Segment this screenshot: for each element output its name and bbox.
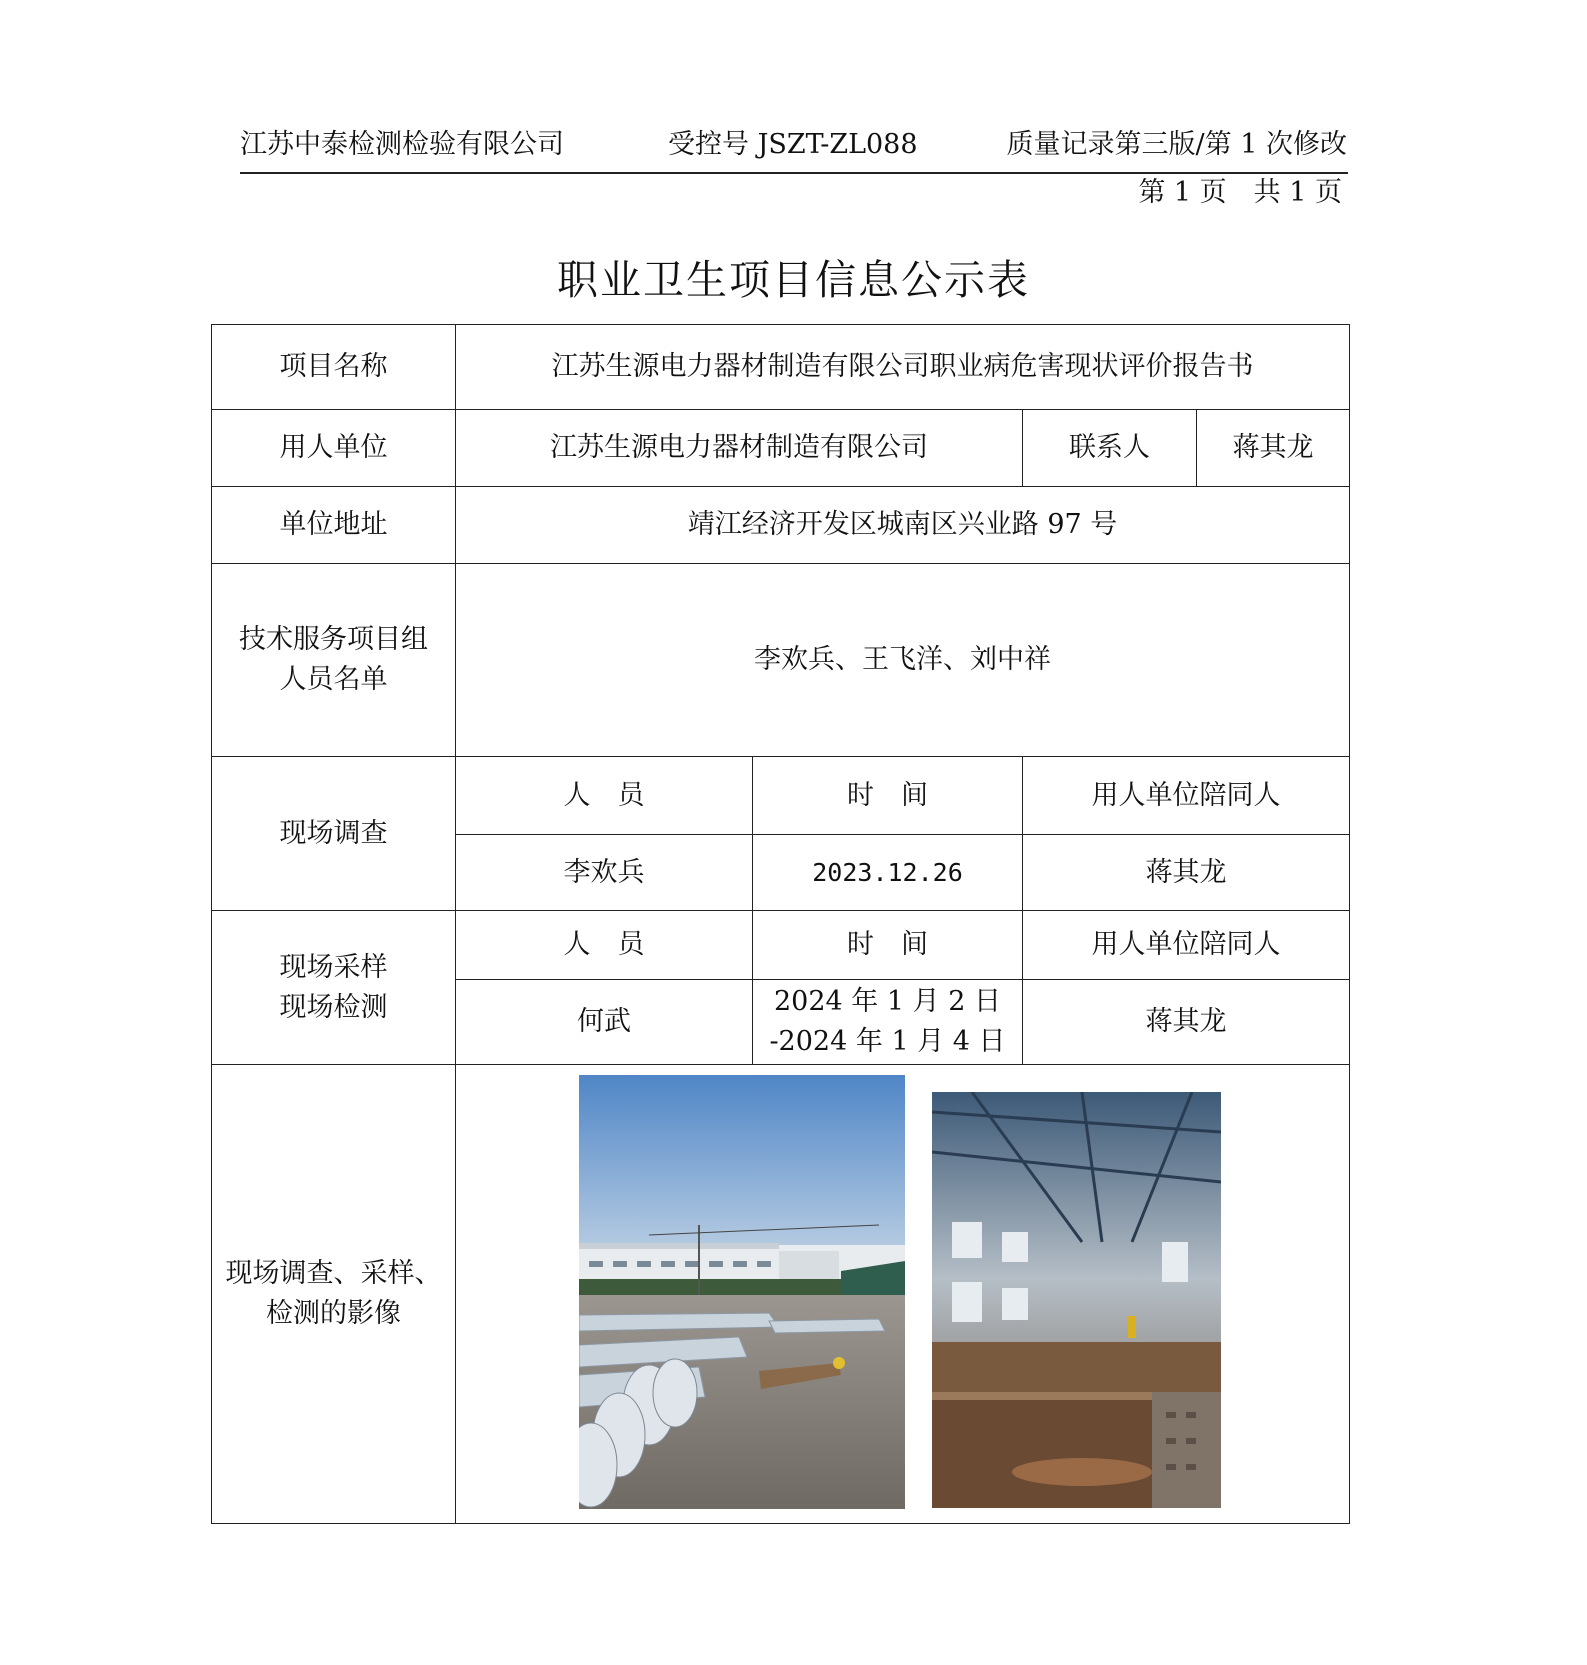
page-title: 职业卫生项目信息公示表 bbox=[557, 256, 1030, 304]
sampling-label-line2: 现场检测 bbox=[279, 991, 388, 1023]
header-rule bbox=[240, 172, 1348, 174]
employer-name: 江苏生源电力器材制造有限公司 bbox=[456, 410, 1023, 487]
survey-companion: 蒋其龙 bbox=[1023, 835, 1350, 911]
page-number: 第 1 页 共 1 页 bbox=[1138, 177, 1342, 208]
sampling-label-line1: 现场采样 bbox=[279, 951, 388, 983]
site-photo-workshop bbox=[932, 1092, 1221, 1508]
address-label: 单位地址 bbox=[212, 487, 456, 564]
sampling-person: 何武 bbox=[456, 980, 753, 1065]
sampling-label bbox=[212, 911, 456, 1065]
row-sampling-header bbox=[212, 911, 1350, 980]
header-company: 江苏中泰检测检验有限公司 bbox=[240, 129, 564, 160]
sampling-header-time: 时 间 bbox=[753, 911, 1023, 980]
header-control-number: 受控号 JSZT-ZL088 bbox=[668, 129, 918, 160]
images-label-line2: 检测的影像 bbox=[266, 1298, 401, 1329]
survey-header-companion: 用人单位陪同人 bbox=[1023, 757, 1350, 835]
team-label bbox=[212, 564, 456, 757]
sampling-time bbox=[753, 980, 1023, 1065]
sampling-companion: 蒋其龙 bbox=[1023, 980, 1350, 1065]
employer-label: 用人单位 bbox=[212, 410, 456, 487]
row-images bbox=[212, 1065, 1350, 1524]
contact-name: 蒋其龙 bbox=[1197, 410, 1350, 487]
project-name: 江苏生源电力器材制造有限公司职业病危害现状评价报告书 bbox=[456, 325, 1350, 410]
team-label-line1: 技术服务项目组 bbox=[239, 624, 428, 655]
row-employer bbox=[212, 410, 1350, 487]
info-table bbox=[211, 324, 1350, 1524]
sampling-time-start: 2024 年 1 月 2 日 bbox=[774, 986, 1001, 1017]
images-label-line1: 现场调查、采样、 bbox=[225, 1258, 442, 1289]
survey-label: 现场调查 bbox=[212, 757, 456, 911]
survey-header-person: 人 员 bbox=[456, 757, 753, 835]
project-label: 项目名称 bbox=[212, 325, 456, 410]
survey-header-time: 时 间 bbox=[753, 757, 1023, 835]
contact-label: 联系人 bbox=[1023, 410, 1197, 487]
row-survey-header bbox=[212, 757, 1350, 835]
sampling-time-end: -2024 年 1 月 4 日 bbox=[769, 1026, 1006, 1057]
survey-time: 2023.12.26 bbox=[753, 835, 1023, 911]
sampling-header-companion: 用人单位陪同人 bbox=[1023, 911, 1350, 980]
address-value: 靖江经济开发区城南区兴业路 97 号 bbox=[456, 487, 1350, 564]
images-cell bbox=[456, 1065, 1350, 1524]
row-team bbox=[212, 564, 1350, 757]
team-label-line2: 人员名单 bbox=[279, 664, 388, 695]
team-members: 李欢兵、王飞洋、刘中祥 bbox=[456, 564, 1350, 757]
survey-person: 李欢兵 bbox=[456, 835, 753, 911]
row-address bbox=[212, 487, 1350, 564]
sampling-header-person: 人 员 bbox=[456, 911, 753, 980]
row-project bbox=[212, 325, 1350, 410]
site-photo-yard bbox=[579, 1075, 905, 1509]
images-label bbox=[212, 1065, 456, 1524]
header-version: 质量记录第三版/第 1 次修改 bbox=[1006, 129, 1347, 160]
